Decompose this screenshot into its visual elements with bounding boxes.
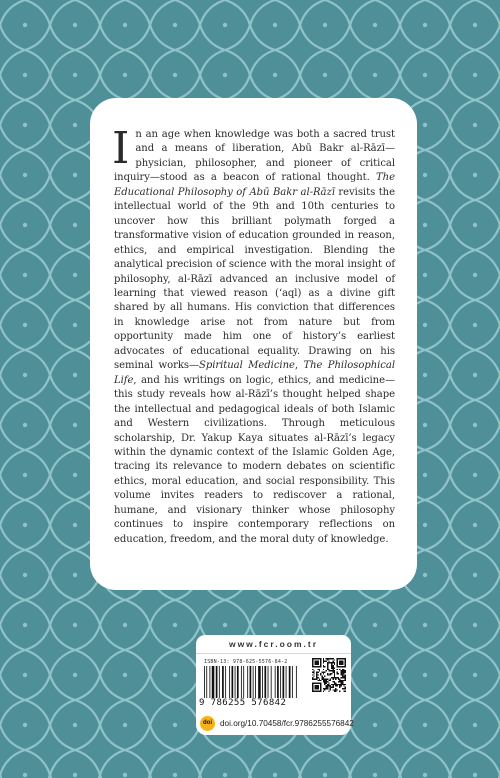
barcode-icon xyxy=(204,666,307,698)
blurb-part-3: , xyxy=(294,360,304,372)
blurb-card xyxy=(90,98,417,590)
isbn-label: ISBN-13: 978-625-5576-84-2 xyxy=(204,659,288,665)
isbn-digits: 9 786255 576842 xyxy=(199,698,287,708)
qr-code-icon xyxy=(312,658,346,692)
blurb-part-2: revisits the intellectual world of the 9th and 10th centuries to uncover how this brilliant polymath forged a transformative vision of education grounded in reason, ethics, and empirical investigation. Blending the analytical precision of science with the moral insight of philosophy, al-Rāzī advanced an inclusive model of learning that viewed reason (‘aql) as a divine gift shared by all humans. His conviction that differences in knowledge arise not from nature but from opportunity made him one of history’s earliest advocates of educational equality. Drawing on his seminal works— xyxy=(114,186,395,372)
blurb-text xyxy=(112,123,395,547)
book-title: The Educational Philosophy of Abū Bakr al-Rāzī xyxy=(114,172,395,198)
work-spiritual-medicine: Spiritual Medicine xyxy=(198,360,295,372)
drop-cap: I xyxy=(112,123,130,174)
barcode-box xyxy=(196,653,351,711)
website-url[interactable]: www.fcr.oom.tr xyxy=(228,639,319,649)
doi-box xyxy=(196,711,354,735)
doi-link[interactable]: doi.org/10.70458/fcr.9786255576842 xyxy=(220,718,354,728)
work-philosophical-life: The Philosophical Life xyxy=(114,360,395,386)
blurb-part-4: , and his writings on logic, ethics, and medicine—this study reveals how al-Rāzī’s thought helped shape the intellectual and pedagogical ideals of both Islamic and Western civilizations. Through meticulous scholarship, Dr. Yakup Kaya situates al-Rāzī’s legacy within the dynamic context of the Islamic Golden Age, tracing its relevance to modern debates on scientific ethics, moral education, and social responsibility. This volume invites readers to rediscover a rational, humane, and visionary thinker whose philosophy continues to inspire contemporary reflections on education, freedom, and the moral duty of knowledge. xyxy=(114,374,395,545)
blurb-part-1: n an age when knowledge was both a sacred trust and a means of liberation, Abū Bakr al-Rāzī—physician, philosopher, and pioneer of critical inquiry—stood as a beacon of rational thought. xyxy=(114,129,395,184)
doi-logo-icon: doi xyxy=(200,716,215,731)
website-box xyxy=(196,635,351,653)
